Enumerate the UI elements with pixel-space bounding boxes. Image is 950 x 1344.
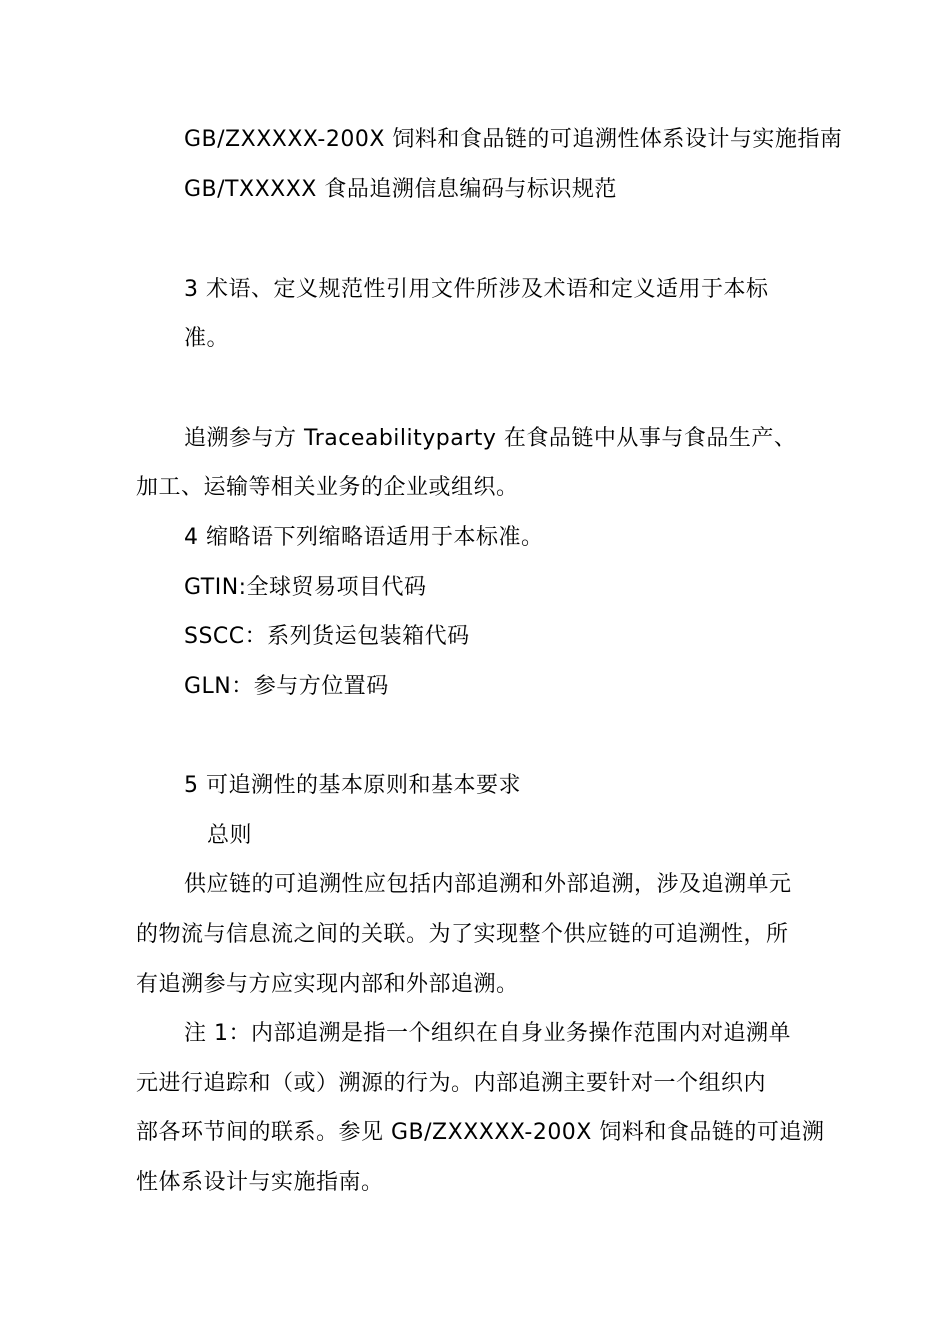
section-5-heading: 5 可追溯性的基本原则和基本要求 — [184, 773, 521, 798]
note-line: 部各环节间的联系。参见 GB/ZXXXXX-200X 饲料和食品链的可追溯 — [136, 1120, 825, 1145]
term-definition-continued: 加工、运输等相关业务的企业或组织。 — [136, 475, 519, 500]
section-5-subheading: 总则 — [207, 823, 253, 848]
paragraph-line: 的物流与信息流之间的关联。为了实现整个供应链的可追溯性，所 — [136, 922, 789, 947]
reference-line: GB/TXXXXX 食品追溯信息编码与标识规范 — [184, 177, 617, 202]
paragraph-line: 有追溯参与方应实现内部和外部追溯。 — [136, 972, 519, 997]
abbreviation-item: GLN：参与方位置码 — [184, 674, 389, 699]
section-3-heading: 3 术语、定义规范性引用文件所涉及术语和定义适用于本标 — [184, 277, 769, 302]
term-definition: 追溯参与方 Traceabilityparty 在食品链中从事与食品生产、 — [184, 426, 797, 451]
abbreviation-item: SSCC：系列货运包装箱代码 — [184, 624, 470, 649]
reference-line: GB/ZXXXXX-200X 饲料和食品链的可追溯性体系设计与实施指南 — [184, 127, 843, 152]
section-4-heading: 4 缩略语下列缩略语适用于本标准。 — [184, 525, 544, 550]
section-3-heading-continued: 准。 — [184, 326, 230, 351]
paragraph-line: 供应链的可追溯性应包括内部追溯和外部追溯，涉及追溯单元 — [184, 872, 792, 897]
note-line: 性体系设计与实施指南。 — [136, 1170, 384, 1195]
note-line: 元进行追踪和（或）溯源的行为。内部追溯主要针对一个组织内 — [136, 1071, 767, 1096]
note-line: 注 1：内部追溯是指一个组织在自身业务操作范围内对追溯单 — [184, 1021, 791, 1046]
abbreviation-item: GTIN:全球贸易项目代码 — [184, 575, 427, 600]
